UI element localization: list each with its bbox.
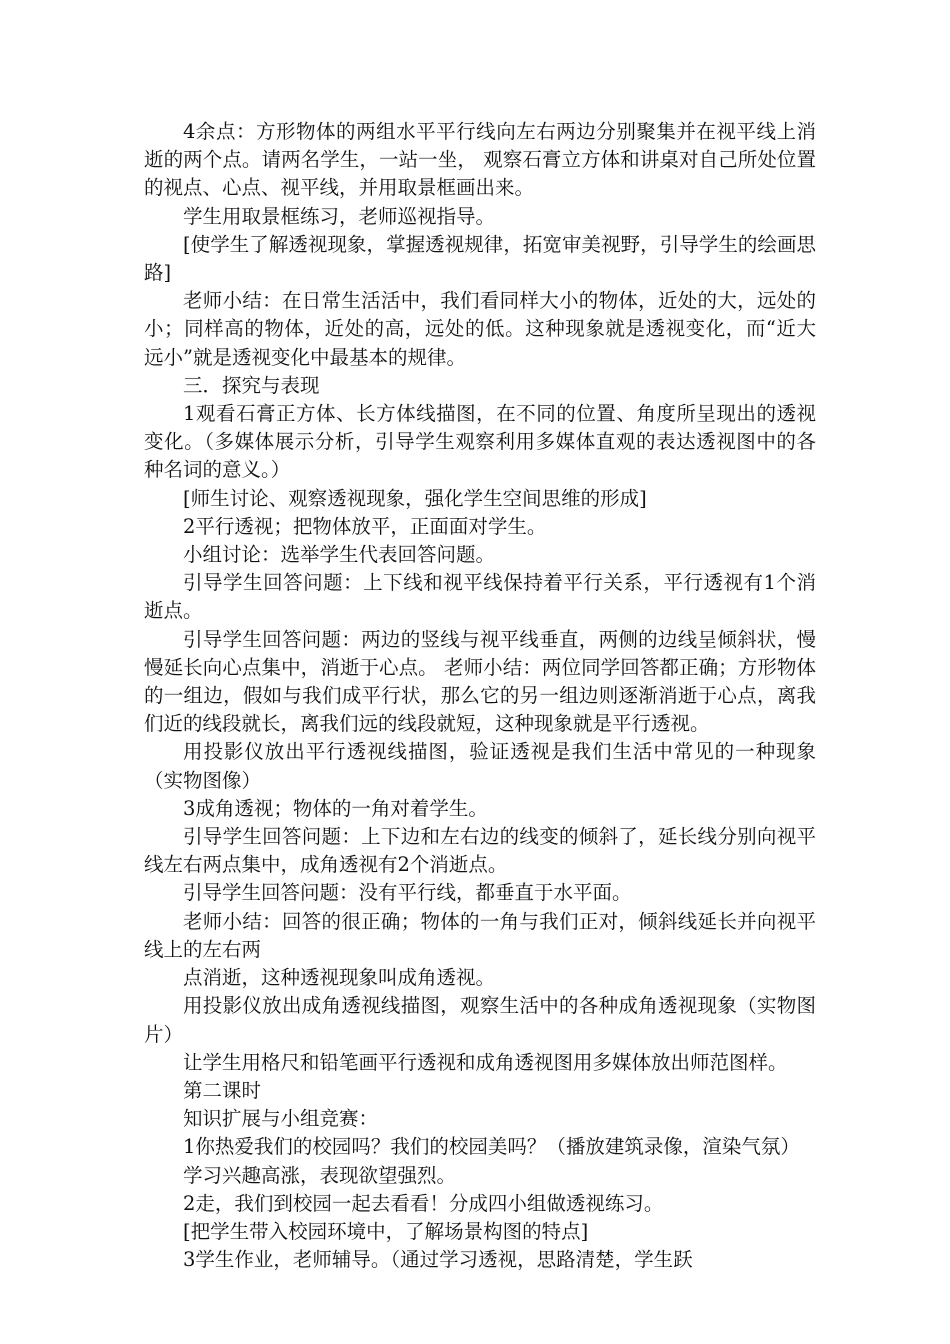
- paragraph-go-campus: 2走，我们到校园一起去看看！分成四小组做透视练习。: [183, 1191, 664, 1215]
- paragraph-summary-continued: 点消逝，这种透视现象叫成角透视。: [183, 966, 496, 990]
- document-page: [144, 118, 816, 1274]
- paragraph-parallel-perspective: 2平行透视；把物体放平，正面面对学生。: [183, 514, 547, 538]
- paragraph-student-homework: 3学生作业，老师辅导。（通过学习透视，思路清楚，学生跃: [183, 1248, 693, 1272]
- paragraph-answer-three: 引导学生回答问题：上下边和左右边的线变的倾斜了，延长线分别向视平线左右两点集中，成角透视有2个消逝点。: [144, 825, 816, 877]
- paragraph-discussion-note: [师生讨论、观察透视现象，强化学生空间思维的形成]: [183, 486, 647, 510]
- paragraph-group-discussion: 小组讨论：选举学生代表回答问题。: [183, 543, 496, 567]
- paragraph-viewfinder-practice: 学生用取景框练习，老师巡视指导。: [183, 204, 496, 228]
- paragraph-interest: 学习兴趣高涨，表现欲望强烈。: [183, 1163, 457, 1187]
- paragraph-projector-angular: 用投影仪放出成角透视线描图，观察生活中的各种成角透视现象（实物图片）: [144, 994, 816, 1046]
- paragraph-student-drawing: 让学生用格尺和铅笔画平行透视和成角透视图用多媒体放出师范图样。: [183, 1050, 788, 1074]
- paragraph-teacher-summary: 老师小结：在日常生活活中，我们看同样大小的物体，近处的大，远处的小；同样高的物体，近处的高，远处的低。这种现象就是透视变化，而“近大远小”就是透视变化中最基本的规律。: [144, 289, 816, 369]
- paragraph-teacher-summary-two: 老师小结：回答的很正确；物体的一角与我们正对，倾斜线延长并向视平线上的左右两: [144, 909, 816, 961]
- section-heading-second-lesson: 第二课时: [183, 1078, 262, 1102]
- section-heading-explore: 三．探究与表现: [183, 373, 320, 397]
- paragraph-goal-note: [使学生了解透视现象，掌握透视规律，拓宽审美视野，引导学生的绘画思路]: [144, 232, 816, 285]
- paragraph-answer-two: 引导学生回答问题：两边的竖线与视平线垂直，两侧的边线呈倾斜状，慢慢延长向心点集中，消逝于心点。 老师小结：两位同学回答都正确；方形物体的一组边，假如与我们成平行状，那么它的另一组边则逐渐消逝于心点，离我们近的线段就长，离我们远的线段就短，这种现象就是平行透视。: [144, 627, 816, 736]
- paragraph-vanishing-points: 4余点：方形物体的两组水平平行线向左右两边分别聚集并在视平线上消逝的两个点。请两名学生，一站一坐， 观察石膏立方体和讲桌对自己所处位置的视点、心点、视平线，并用取景框画出来。: [144, 120, 816, 200]
- paragraph-answer-one: 引导学生回答问题：上下线和视平线保持着平行关系，平行透视有1个消逝点。: [144, 571, 816, 623]
- paragraph-angular-perspective: 3成角透视；物体的一角对着学生。: [183, 796, 488, 820]
- paragraph-campus-note: [把学生带入校园环境中，了解场景构图的特点]: [183, 1219, 589, 1243]
- paragraph-observe-drawings: 1观看石膏正方体、长方体线描图，在不同的位置、角度所呈现出的透视变化。（多媒体展示分析，引导学生观察利用多媒体直观的表达透视图中的各种名词的意义。）: [144, 402, 816, 482]
- paragraph-love-campus: 1你热爱我们的校园吗？我们的校园美吗？（播放建筑录像，渲染气氛）: [183, 1135, 800, 1159]
- paragraph-projector-parallel: 用投影仪放出平行透视线描图，验证透视是我们生活中常见的一种现象（实物图像）: [144, 740, 816, 792]
- paragraph-knowledge-extension: 知识扩展与小组竞赛：: [183, 1107, 379, 1131]
- paragraph-answer-four: 引导学生回答问题：没有平行线，都垂直于水平面。: [183, 881, 632, 905]
